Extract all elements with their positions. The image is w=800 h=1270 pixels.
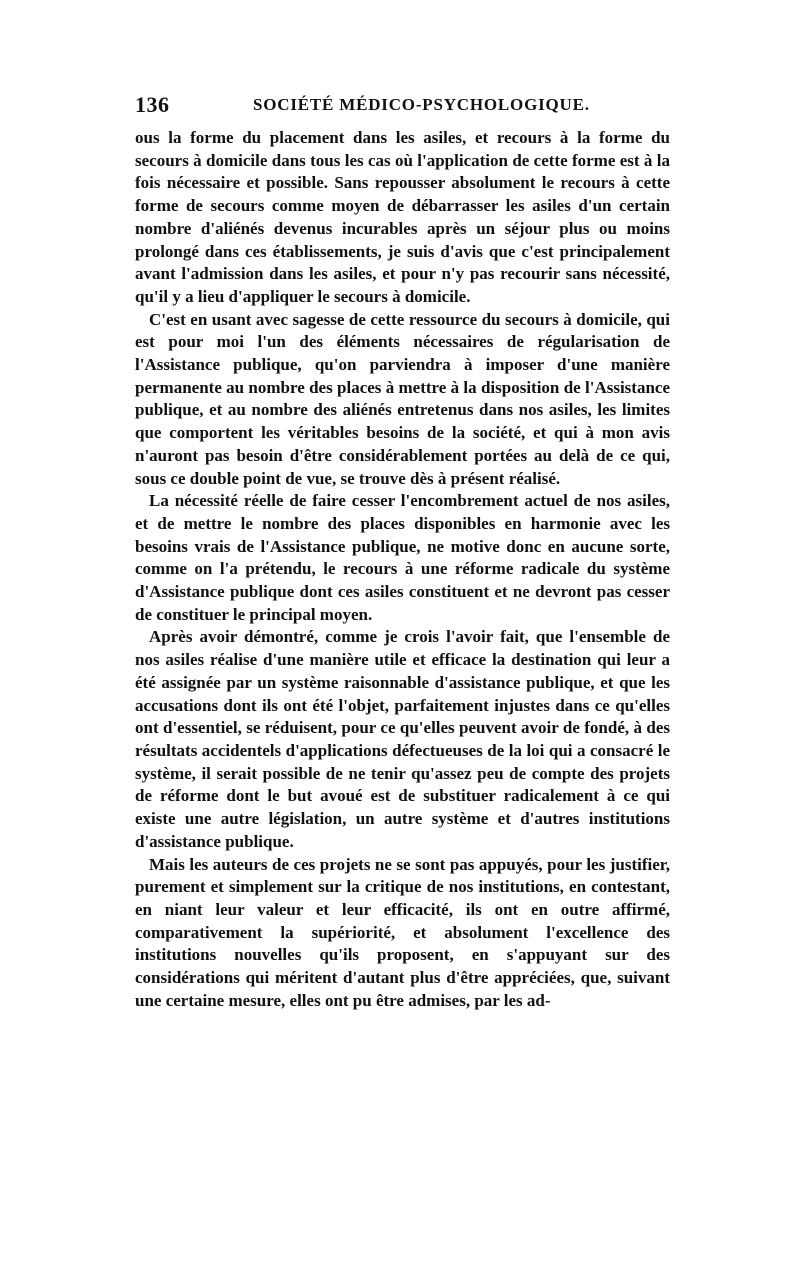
page-number: 136 (135, 92, 170, 117)
paragraph-4: Après avoir démontré, comme je crois l'avoir fait, que l'ensemble de nos asiles réalise d'une manière utile et efficace la destination qui leur a été assignée par un système raisonnable d'assistance publique, et que les accusations dont ils ont été l'objet, parfaitement injustes dans ce qu'elles ont d'essentiel, se réduisent, pour ce qu'elles peuvent avoir de fondé, à des résultats accidentels d'applications défectueuses de la loi qui a consacré le système, il serait possible de ne tenir qu'assez peu de compte des projets de réforme dont le but avoué est de substituer radicalement à ce qui existe une autre législation, un autre système et d'autres institutions d'assistance publique. (135, 627, 670, 851)
running-title: SOCIÉTÉ MÉDICO-PSYCHOLOGIQUE. (253, 95, 590, 114)
body-text (135, 127, 670, 1012)
paragraph-3: La nécessité réelle de faire cesser l'encombrement actuel de nos asiles, et de mettre le nombre des places disponibles en harmonie avec les besoins vrais de l'Assistance publique, ne motive donc en aucune sorte, comme on l'a prétendu, le recours à une réforme radicale du système d'Assistance publique dont ces asiles constituent et ne devront pas cesser de constituer le principal moyen. (135, 491, 670, 624)
page-header (135, 92, 665, 120)
paragraph-2: C'est en usant avec sagesse de cette ressource du secours à domicile, qui est pour moi l'un des éléments nécessaires de régularisation de l'Assistance publique, qu'on parviendra à imposer d'une manière permanente au nombre des places à mettre à la disposition de l'Assistance publique, et au nombre des aliénés entretenus dans nos asiles, les limites que comportent les véritables besoins de la société, et qui à mon avis n'auront pas besoin d'être considérablement portées au delà de ce qui, sous ce double point de vue, se trouve dès à présent réalisé. (135, 309, 670, 488)
paragraph-1: ous la forme du placement dans les asiles, et recours à la forme du secours à domicile dans tous les cas où l'application de cette forme est à la fois nécessaire et possible. Sans repousser absolument le recours à cette forme de secours comme moyen de débarrasser les asiles d'un certain nombre d'aliénés devenus incurables après un séjour plus ou moins prolongé dans ces établissements, je suis d'avis que c'est principalement avant l'admission dans les asiles, et pour n'y pas recourir sans nécessité, qu'il y a lieu d'appliquer le secours à domicile. (135, 128, 670, 306)
paragraph-5: Mais les auteurs de ces projets ne se sont pas appuyés, pour les justifier, purement et simplement sur la critique de nos institutions, en contestant, en niant leur valeur et leur efficacité, ils ont en outre affirmé, comparativement la supériorité, et absolument l'excellence des institutions nouvelles qu'ils proposent, en s'appuyant sur des considérations qui méritent d'autant plus d'être appréciées, que, suivant une certaine mesure, elles ont pu être admises, par les ad- (135, 854, 670, 1010)
